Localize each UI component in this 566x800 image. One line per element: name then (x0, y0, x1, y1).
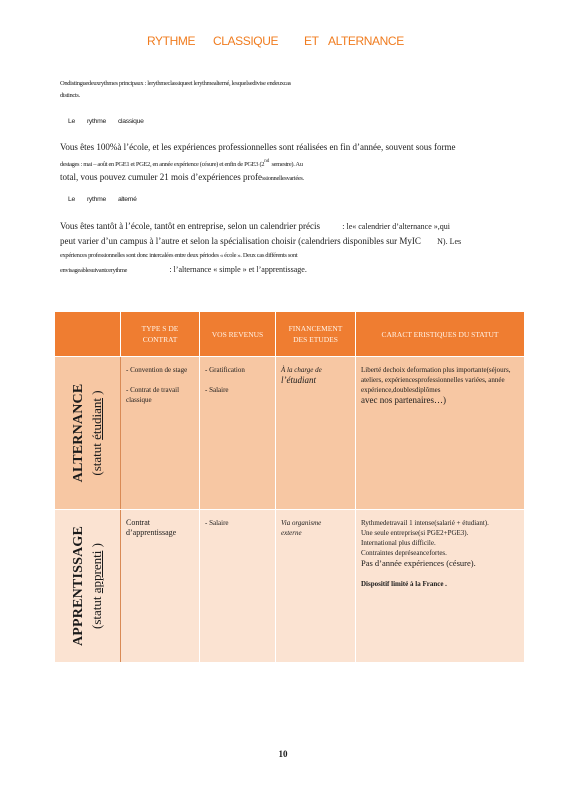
classique-paragraph-line-1: Vous êtes 100%à l’école, et les expériences professionnelles sont réalisées en fin d’année, souvent sous forme (60, 142, 456, 152)
alterne-paragraph-line-1: Vous êtes tantôt à l’école, tantôt en entreprise, selon un calendrier précis : le« calendrier d’alternance »,qui (60, 221, 450, 231)
header-revenus: VOS REVENUS (200, 312, 276, 357)
title-word-alternance: ALTERNANCE (328, 34, 404, 48)
alterne-paragraph-line-3: expériences professionnelles sont donc intercalées entre deux périodes « école ». Deux cas différents sont (60, 252, 298, 259)
apprentissage-caracteristiques-cell: Rythmedetravail 1 intense(salarié + étudiant). Une seule entreprise(si PGE2+PGE3). International plus difficile. Contraintes depréseancefortes. Pas d’année expériences (césure). Dispositif limité à la France . (356, 510, 525, 663)
page-title (0, 34, 566, 52)
apprentissage-revenus-cell: - Salaire (200, 510, 276, 663)
alterne-paragraph-line-4: envisageablesuivantcerythme : l’alternance « simple » et l’apprentissage. (60, 265, 307, 274)
header-contrat: TYPE S DE CONTRAT (121, 312, 200, 357)
row-label-apprentissage: APPRENTISSAGE (statut apprenti ) (55, 510, 121, 663)
classique-paragraph-line-2: destages : mai – août en PGE1 et PGE2, en année expérience (césure) et enfin de PGE3 (2nd semestre). Au (60, 159, 303, 168)
header-caracteristiques: CARACT ERISTIQUES DU STATUT (356, 312, 525, 357)
table-header-row (55, 312, 525, 357)
section-heading-classique: Le rythme classique (68, 118, 144, 125)
alternance-financement-cell: À la charge de l’étudiant (276, 357, 356, 510)
status-comparison-table (54, 311, 525, 663)
page-number: 10 (278, 749, 288, 759)
title-word-rythme: RYTHME (147, 34, 196, 48)
section-heading-alterne: Le rythme alterné (68, 196, 137, 203)
header-empty-cell (55, 312, 121, 357)
classique-paragraph-line-3: total, vous pouvez cumuler 21 mois d’expériences professionnellesvariées. (60, 172, 304, 182)
intro-line-1: Ondistinguedeuxrythmes principaux : lerythmeclassiqueet lerythmealterné, lesquelsedivise endeuxcas (60, 80, 291, 87)
header-financement: FINANCEMENT DES ETUDES (276, 312, 356, 357)
intro-line-2: distincts. (60, 92, 80, 99)
row-label-alternance: ALTERNANCE (statut étudiant ) (55, 357, 121, 510)
title-word-et: ET (304, 34, 319, 48)
apprentissage-financement-cell: Via organisme externe (276, 510, 356, 663)
alternance-contrat-cell: - Convention de stage - Contrat de travail classique (121, 357, 200, 510)
title-word-classique: CLASSIQUE (213, 34, 279, 48)
table-row-apprentissage (55, 510, 525, 663)
table-row-alternance (55, 357, 525, 510)
alternance-caracteristiques-cell: Liberté dechoix deformation plus importante(séjours, ateliers, expériencesprofessionnelles variées, année expérience,doublesdiplômes avec nos partenaires…) (356, 357, 525, 510)
alterne-paragraph-line-2: peut varier d’un campus à l’autre et selon la spécialisation choisir (calendriers disponibles sur MyIC N). Les (60, 236, 462, 246)
apprentissage-contrat-cell: Contrat d’apprentissage (121, 510, 200, 663)
alternance-revenus-cell: - Gratification - Salaire (200, 357, 276, 510)
